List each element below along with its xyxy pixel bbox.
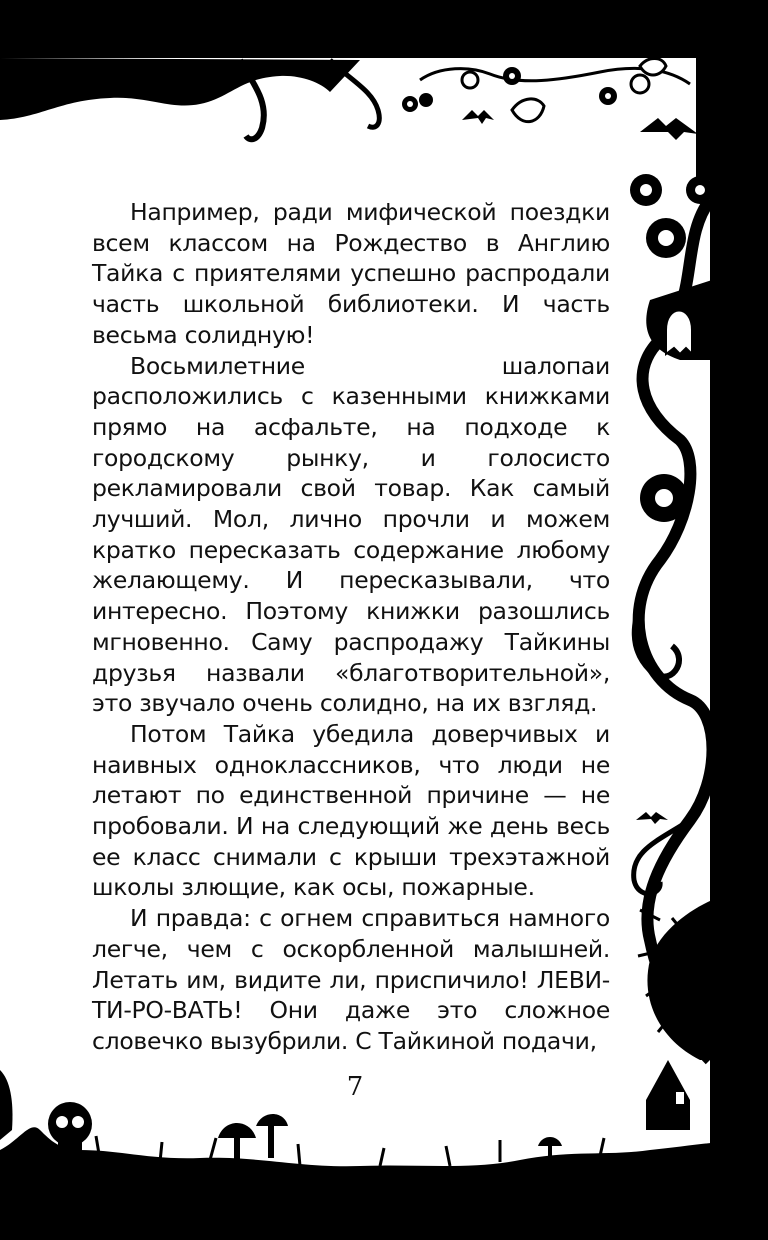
paragraph: Потом Тайка убедила доверчивых и наивных одноклассников, что люди не летают по единственной причине — не пробовали. И на следующий же день весь ее класс снимали с крыши трехэтажной школы злющие, как осы, пожарные. bbox=[92, 719, 610, 902]
paragraph: И правда: с огнем справиться намного легче, чем с оскорбленной малышней. Летать им, видите ли, приспичило! ЛЕВИ-ТИ-РО-ВАТЬ! Они даже это сложное словечко вызубрили. С Тайкиной подачи, bbox=[92, 904, 610, 1055]
body-text bbox=[92, 197, 610, 1057]
paragraph: Восьмилетние шалопаи расположились с казенными книжками прямо на асфальте, на подходе к городскому рынку, и голосисто рекламировали свой товар. Как самый лучший. Мол, лично прочли и можем кратко пересказать содержание любому желающему. И пересказывали, что интересно. Поэтому книжки разошлись мгновенно. Саму распродажу Тайкины друзья назвали «благотворительной», это звучало очень солидно, на их взгляд. bbox=[92, 351, 610, 718]
paragraph: Например, ради мифической поездки всем классом на Рождество в Англию Тайка с приятелями успешно распродали часть школьной библиотеки. И часть весьма солидную! bbox=[92, 198, 610, 349]
page-number: 7 bbox=[346, 1072, 364, 1102]
